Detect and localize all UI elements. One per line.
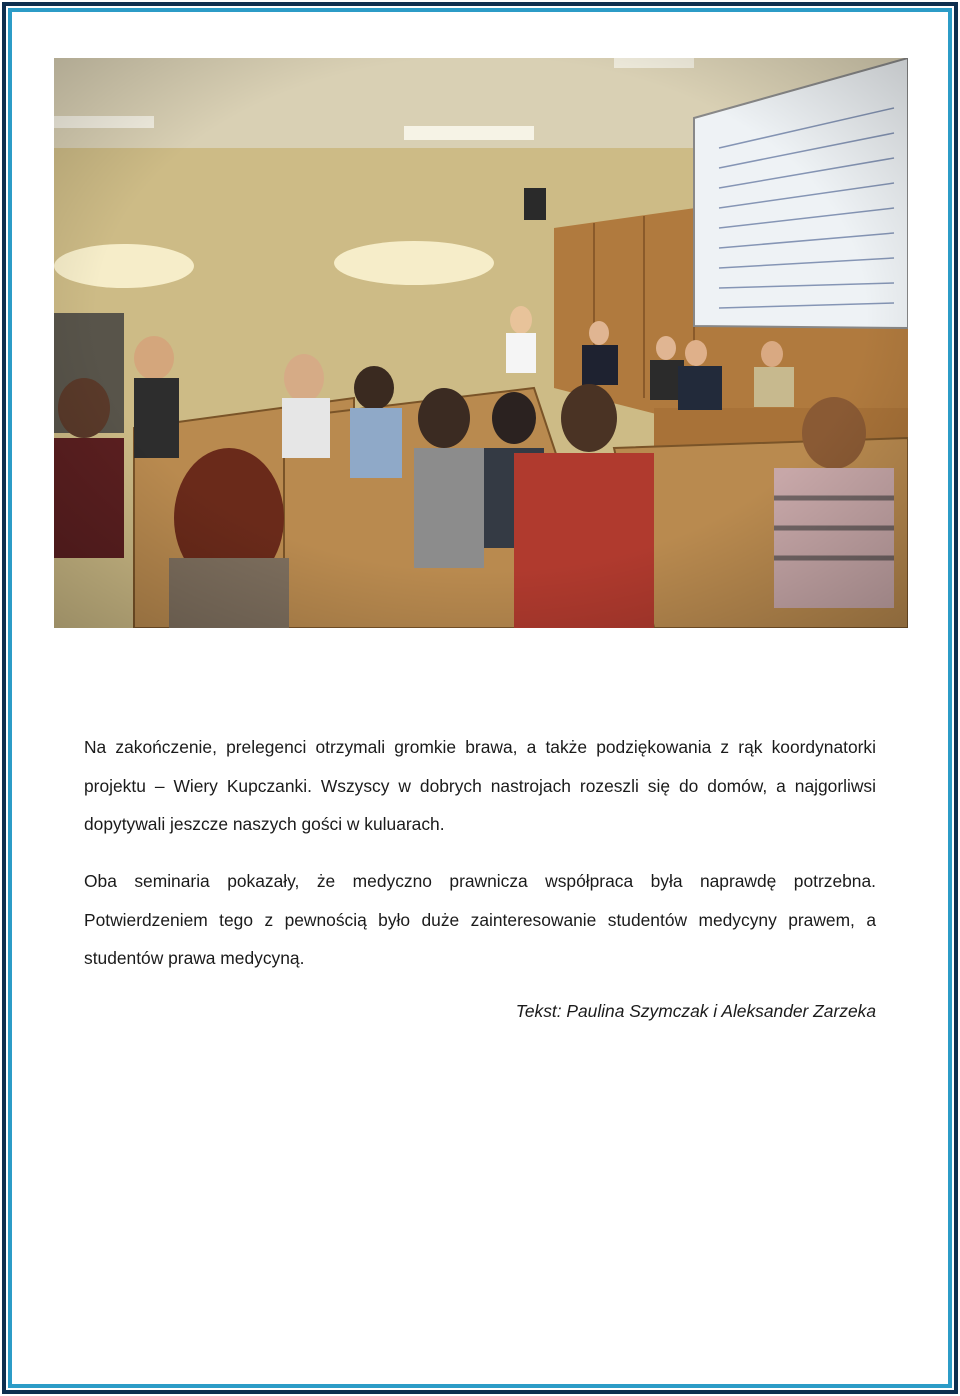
paragraph-closing: Na zakończenie, prelegenci otrzymali gromkie brawa, a także podziękowania z rąk koordynatorki projektu – Wiery Kupczanki. Wszyscy w dobrych nastrojach rozeszli się do domów, a najgorliwsi dopytywali jeszcze naszych gości w kuluarach. bbox=[84, 737, 876, 834]
seminar-photo bbox=[54, 58, 908, 628]
paragraph-summary: Oba seminaria pokazały, że medyczno prawnicza współpraca była naprawdę potrzebna. Potwierdzeniem tego z pewnością było duże zainteresowanie studentów medycyny prawem, a studentów prawa medycyną. bbox=[84, 871, 876, 968]
author-credit: Tekst: Paulina Szymczak i Aleksander Zarzeka bbox=[515, 1001, 876, 1021]
